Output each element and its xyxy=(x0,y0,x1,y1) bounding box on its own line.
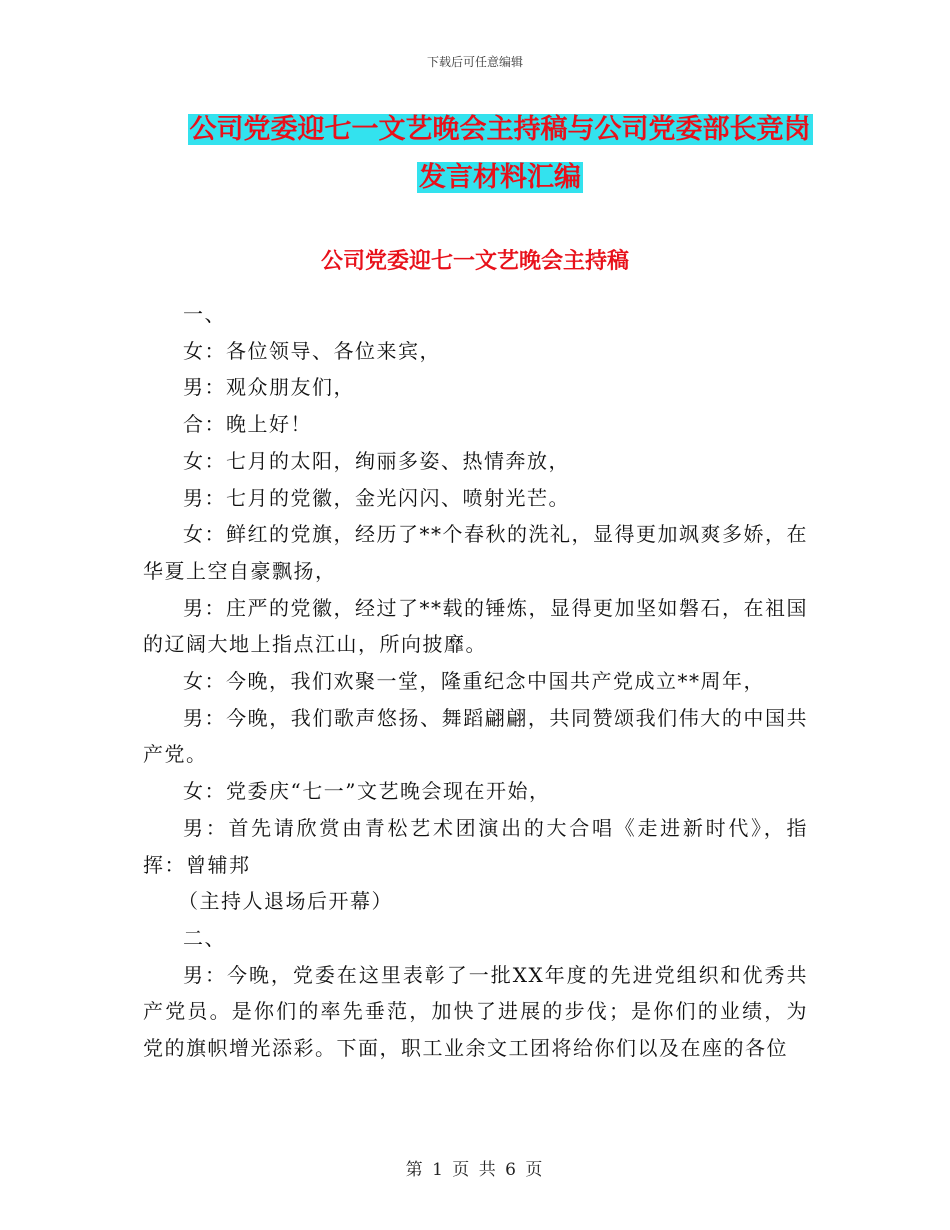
document-title-line-2: 发言材料汇编 xyxy=(419,162,581,193)
document-title-line-1: 公司党委迎七一文艺晚会主持稿与公司党委部长竞岗 xyxy=(189,114,811,145)
paragraph: 男：观众朋友们， xyxy=(183,375,355,400)
paragraph: （主持人退场后开幕） xyxy=(178,889,393,914)
paragraph: 女：今晚，我们欢聚一堂，隆重纪念中国共产党成立**周年， xyxy=(183,669,765,694)
document-title xyxy=(120,106,880,202)
paragraph: 女：七月的太阳，绚丽多姿、热情奔放， xyxy=(183,448,570,473)
section-title: 公司党委迎七一文艺晚会主持稿 xyxy=(320,249,629,274)
paragraph: 男：今晚，党委在这里表彰了一批XX年度的先进党组织和优秀共产党员。是你们的率先垂范，加快了进展的步伐；是你们的业绩，为党的旗帜增光添彩。下面，职工业余文工团将给你们以及在座的各位 xyxy=(143,962,808,1061)
document-body xyxy=(143,296,808,1067)
paragraph: 男：七月的党徽，金光闪闪、喷射光芒。 xyxy=(183,485,570,510)
paragraph: 一、 xyxy=(183,302,226,326)
paragraph: 男：庄严的党徽，经过了**载的锤炼，显得更加坚如磐石，在祖国的辽阔大地上指点江山，所向披靡。 xyxy=(143,595,808,657)
paragraph: 二、 xyxy=(183,925,226,950)
paragraph: 女：各位领导、各位来宾， xyxy=(183,338,441,363)
paragraph: 合：晚上好！ xyxy=(183,412,312,437)
page-footer: 第 1 页 共 6 页 xyxy=(405,1160,545,1180)
page-header-note: 下载后可任意编辑 xyxy=(426,55,523,69)
paragraph: 男：今晚，我们歌声悠扬、舞蹈翩翩，共同赞颂我们伟大的中国共产党。 xyxy=(143,705,808,767)
paragraph: 女：鲜红的党旗，经历了**个春秋的洗礼，显得更加飒爽多娇，在华夏上空自豪飘扬， xyxy=(143,522,808,583)
paragraph: 女：党委庆“七一”文艺晚会现在开始， xyxy=(183,779,551,804)
paragraph: 男：首先请欣赏由青松艺术团演出的大合唱《走进新时代》，指挥：曾辅邦 xyxy=(143,815,808,877)
